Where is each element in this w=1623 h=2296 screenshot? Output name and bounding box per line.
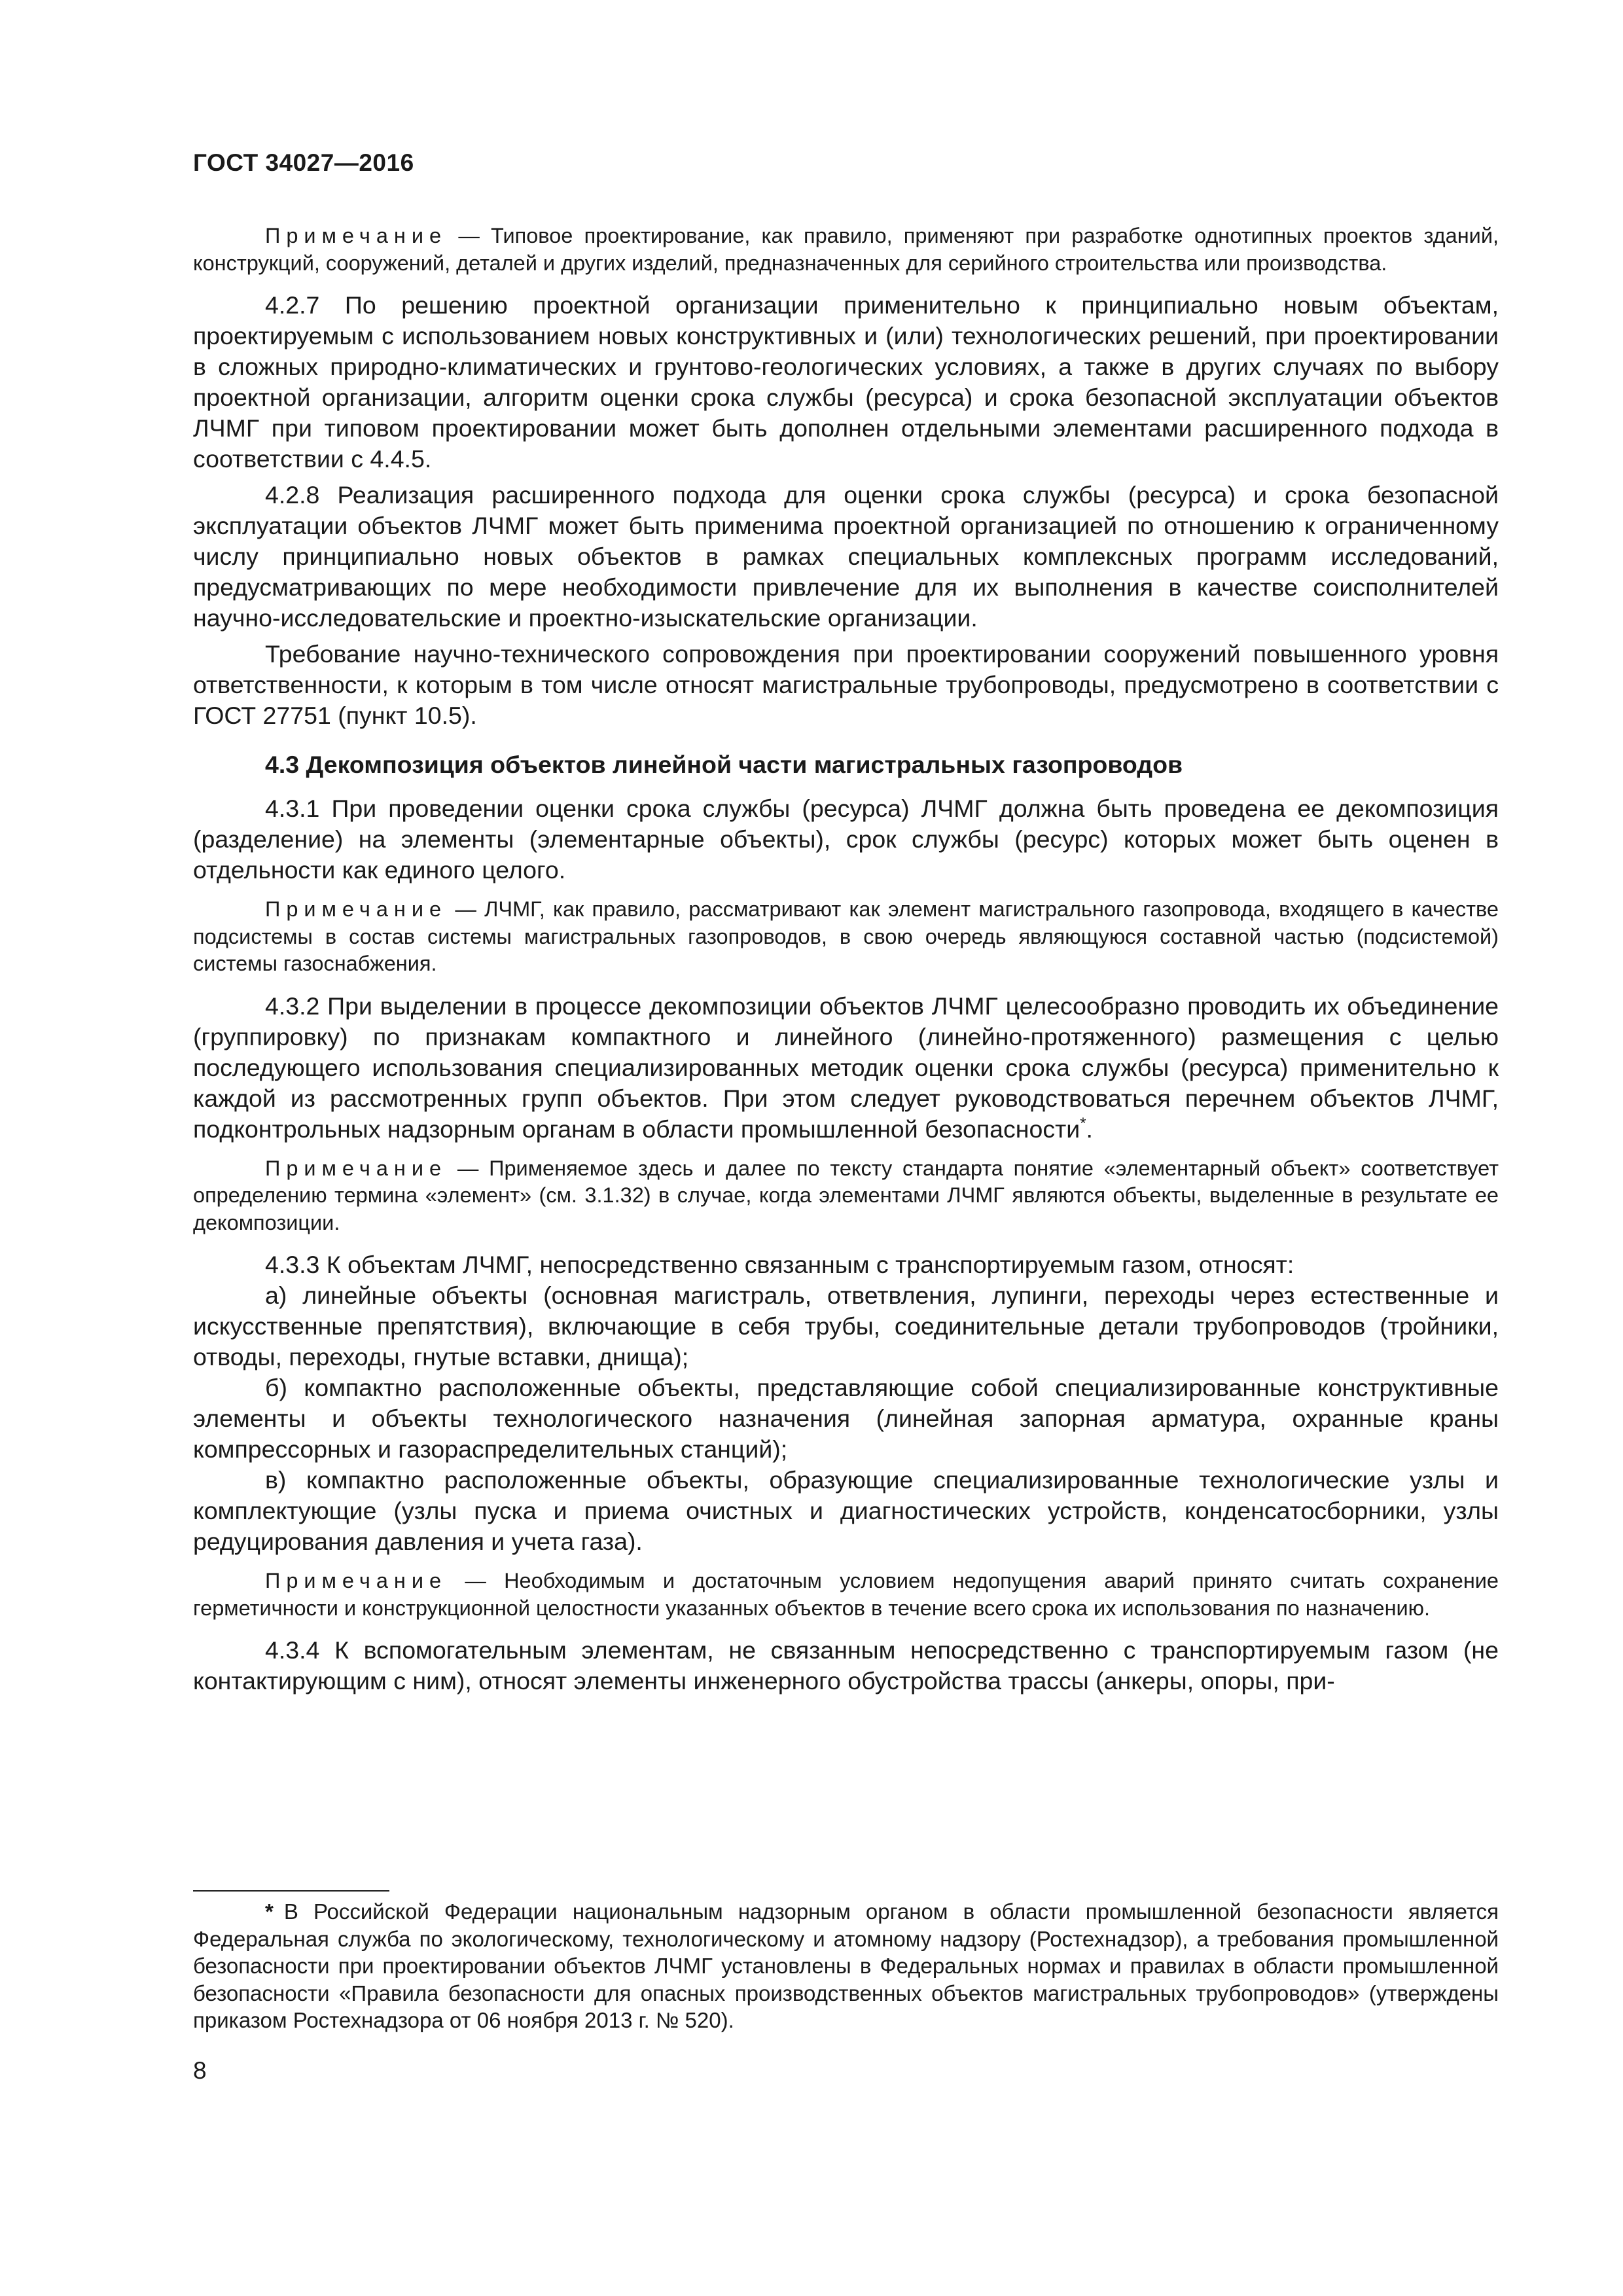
main-content [193,223,1499,1696]
note-accident-prevention [193,1568,1499,1622]
clause-4-3-3: 4.3.3 К объектам ЛЧМГ, непосредственно связанным с транспортируемым газом, относят: [265,1251,1294,1278]
clause-4-3-4: 4.3.4 К вспомогательным элементам, не связанным непосредственно с транспортируемым газом (не контактирующим с ним), относят элементы инженерного обустройства трассы (анкеры, опоры, при- [193,1636,1499,1695]
footnote [193,1898,1499,2034]
footnote-text: В Российской Федерации национальным надзорным органом в области промышленной безопасности является Федеральная служба по экологическому, технологическому и атомному надзору (Ростехнадзор), а требования промышленной безопасности при проектировании объектов ЛЧМГ установлены в Федеральных нормах и правилах в области промышленной безопасности «Правила безопасности для опасных производственных объектов магистральных трубопроводов» (утверждены приказом Ростехнадзора от 06 ноября 2013 г. № 520). [193,1899,1499,2032]
list-item-b: б) компактно расположенные объекты, представляющие собой специализированные конструктивные элементы и объекты технологического назначения (линейная запорная арматура, охранные краны компрессорных и газораспределительных станций); [193,1374,1499,1463]
list-item-a: а) линейные объекты (основная магистраль, ответвления, лупинги, переходы через естественные и искусственные препятствия), включающие в себя трубы, соединительные детали трубопроводов (тройники, отводы, переходы, гнутые вставки, днища); [193,1282,1499,1371]
section-heading-4-3: 4.3 Декомпозиция объектов линейной части магистральных газопроводов [265,751,1183,778]
page-number: 8 [193,2057,207,2084]
standard-code: ГОСТ 34027—2016 [193,149,414,176]
note-text: — Необходимым и достаточным условием недопущения аварий принято считать сохранение герметичности и конструкционной целостности указанных объектов в течение всего срока их использования по назначению. [193,1569,1499,1620]
clause-4-2-7: 4.2.7 По решению проектной организации применительно к принципиально новым объектам, проектируемым с использованием новых конструктивных и (или) технологических решений, при проектировании в сложных природно-климатических и грунтово-геологических условиях, а также в других случаях по выбору проектной организации, алгоритм оценки срока службы (ресурса) и срока безопасной эксплуатации объектов ЛЧМГ при типовом проектировании может быть дополнен отдельными элементами расширенного подхода в соответствии с 4.4.5. [193,291,1499,473]
footnote-reference: * [1080,1114,1086,1132]
note-label: Примечание [265,897,448,921]
note-typical-design [193,223,1499,277]
clause-4-2-8-requirement: Требование научно-технического сопровождения при проектировании сооружений повышенного уровня ответственности, к которым в том числе относят магистральные трубопроводы, предусмотрено в соответствии с ГОСТ 27751 (пункт 10.5). [193,640,1499,729]
clause-4-2-8: 4.2.8 Реализация расширенного подхода для оценки срока службы (ресурса) и срока безопасной эксплуатации объектов ЛЧМГ может быть применима проектной организацией по отношению к ограниченному числу принципиально новых объектов в рамках специальных комплексных программ исследований, предусматривающих по мере необходимости привлечение для их выполнения в качестве соисполнителей научно-исследовательские и проектно-изыскательские организации. [193,481,1499,632]
note-label: Примечание [265,224,448,247]
clause-4-3-2 [193,991,1499,1145]
note-text: — Применяемое здесь и далее по тексту стандарта понятие «элементарный объект» соответствует определению термина «элемент» (см. 3.1.32) в случае, когда элементами ЛЧМГ являются объекты, выделенные в результате ее декомпозиции. [193,1156,1499,1234]
note-label: Примечание [265,1156,448,1180]
note-text: — Типовое проектирование, как правило, применяют при разработке однотипных проектов зданий, конструкций, сооружений, деталей и других изделий, предназначенных для серийного строительства или производства. [193,224,1499,275]
clause-end: . [1086,1115,1093,1143]
clause-4-3-1: 4.3.1 При проведении оценки срока службы (ресурса) ЛЧМГ должна быть проведена ее декомпозиция (разделение) на элементы (элементарные объекты), срок службы (ресурс) которых может быть оценен в отдельности как единого целого. [193,795,1499,884]
list-item-c: в) компактно расположенные объекты, образующие специализированные технологические узлы и комплектующие (узлы пуска и приема очистных и диагностических устройств, конденсатосборники, узлы редуцирования давления и учета газа). [193,1466,1499,1555]
note-text: — ЛЧМГ, как правило, рассматривают как элемент магистрального газопровода, входящего в качестве подсистемы в состав системы магистральных газопроводов, в свою очередь являющуюся составной частью (подсистемой) системы газоснабжения. [193,897,1499,975]
footnote-divider [193,1890,389,1892]
footnote-mark: * [265,1899,274,1924]
note-lchmg-element [193,896,1499,978]
note-label: Примечание [265,1569,448,1592]
note-elementary-object [193,1155,1499,1237]
clause-text: 4.3.2 При выделении в процессе декомпозиции объектов ЛЧМГ целесообразно проводить их объединение (группировку) по признакам компактного и линейного (линейно-протяженного) размещения с целью последующего использования специализированных методик оценки срока службы (ресурса) применительно к каждой из рассмотренных групп объектов. При этом следует руководствоваться перечнем объектов ЛЧМГ, подконтрольных надзорным органам в области промышленной безопасности [193,992,1499,1143]
document-page [193,0,1499,2296]
